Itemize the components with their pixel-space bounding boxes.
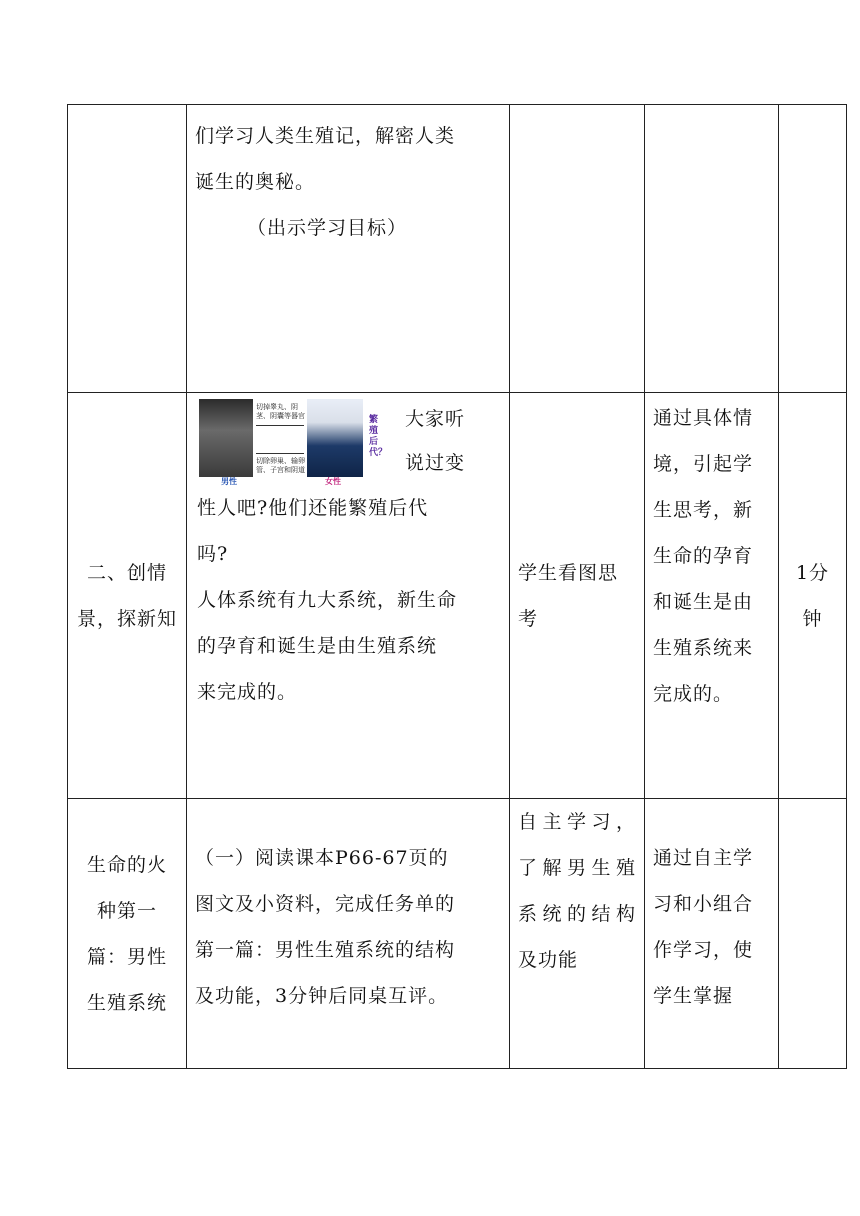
teacher-text-line: 们学习人类生殖记，解密人类 (195, 125, 456, 147)
student-activity-cell (510, 105, 645, 393)
transgender-illustration (199, 397, 399, 486)
time-cell (779, 105, 847, 393)
male-photo (199, 399, 253, 477)
teacher-text-line: 诞生的奥秘。 (195, 171, 316, 193)
stage-label: 二、创情景，探新知 (76, 561, 177, 630)
teacher-text-line: 吗? (197, 543, 229, 565)
stage-cell (68, 799, 187, 1069)
teacher-text-line: 来完成的。 (197, 681, 298, 703)
design-intent-text: 通过自主学习和小组合作学习，使学生掌握 (653, 847, 754, 1007)
student-activity-cell (510, 393, 645, 799)
student-activity-cell (510, 799, 645, 1069)
time-cell (779, 799, 847, 1069)
teacher-text-line: 及功能，3分钟后同桌互评。 (195, 985, 449, 1007)
teacher-text-line: （一）阅读课本P66-67页的 (195, 847, 449, 869)
time-cell (779, 393, 847, 799)
teacher-text-line: 性人吧?他们还能繁殖后代 (197, 497, 429, 519)
teacher-activity-cell (187, 393, 510, 799)
reproduce-question: 繁殖后代？ (369, 415, 388, 458)
student-activity-text: 自主学习，了解男生殖系统的结构及功能 (518, 811, 636, 971)
table-row (68, 105, 847, 393)
teacher-text-line: 的孕育和诞生是由生殖系统 (197, 635, 438, 657)
right-arrow (256, 425, 304, 426)
teacher-inline-text: 大家听说过变 (405, 408, 466, 474)
teacher-note: （出示学习目标） (247, 217, 408, 239)
stage-label: 生命的火种第一篇：男性生殖系统 (86, 853, 167, 1014)
student-activity-text: 学生看图思考 (518, 561, 619, 630)
female-label: 女性 (325, 477, 341, 486)
time-text: 1分钟 (795, 561, 830, 630)
design-intent-cell (645, 105, 779, 393)
stage-cell (68, 393, 187, 799)
female-photo (307, 399, 363, 477)
top-arrow-caption: 切掉睾丸、阴茎、阴囊等器官 (256, 403, 305, 420)
lesson-plan-table (67, 104, 847, 1069)
design-intent-cell (645, 393, 779, 799)
table-row (68, 393, 847, 799)
teacher-activity-cell (187, 799, 510, 1069)
teacher-text-line: 第一篇：男性生殖系统的结构 (195, 939, 456, 961)
teacher-activity-cell (187, 105, 510, 393)
table-row (68, 799, 847, 1069)
left-arrow (256, 453, 304, 454)
design-intent-text: 通过具体情境，引起学生思考，新生命的孕育和诞生是由生殖系统来完成的。 (653, 407, 754, 705)
teacher-text-line: 图文及小资料，完成任务单的 (195, 893, 456, 915)
bottom-arrow-caption: 切除卵巢、输卵管、子宫和阴道 (256, 457, 305, 474)
design-intent-cell (645, 799, 779, 1069)
male-label: 男性 (221, 477, 237, 486)
stage-cell (68, 105, 187, 393)
teacher-text-line: 人体系统有九大系统，新生命 (197, 589, 458, 611)
